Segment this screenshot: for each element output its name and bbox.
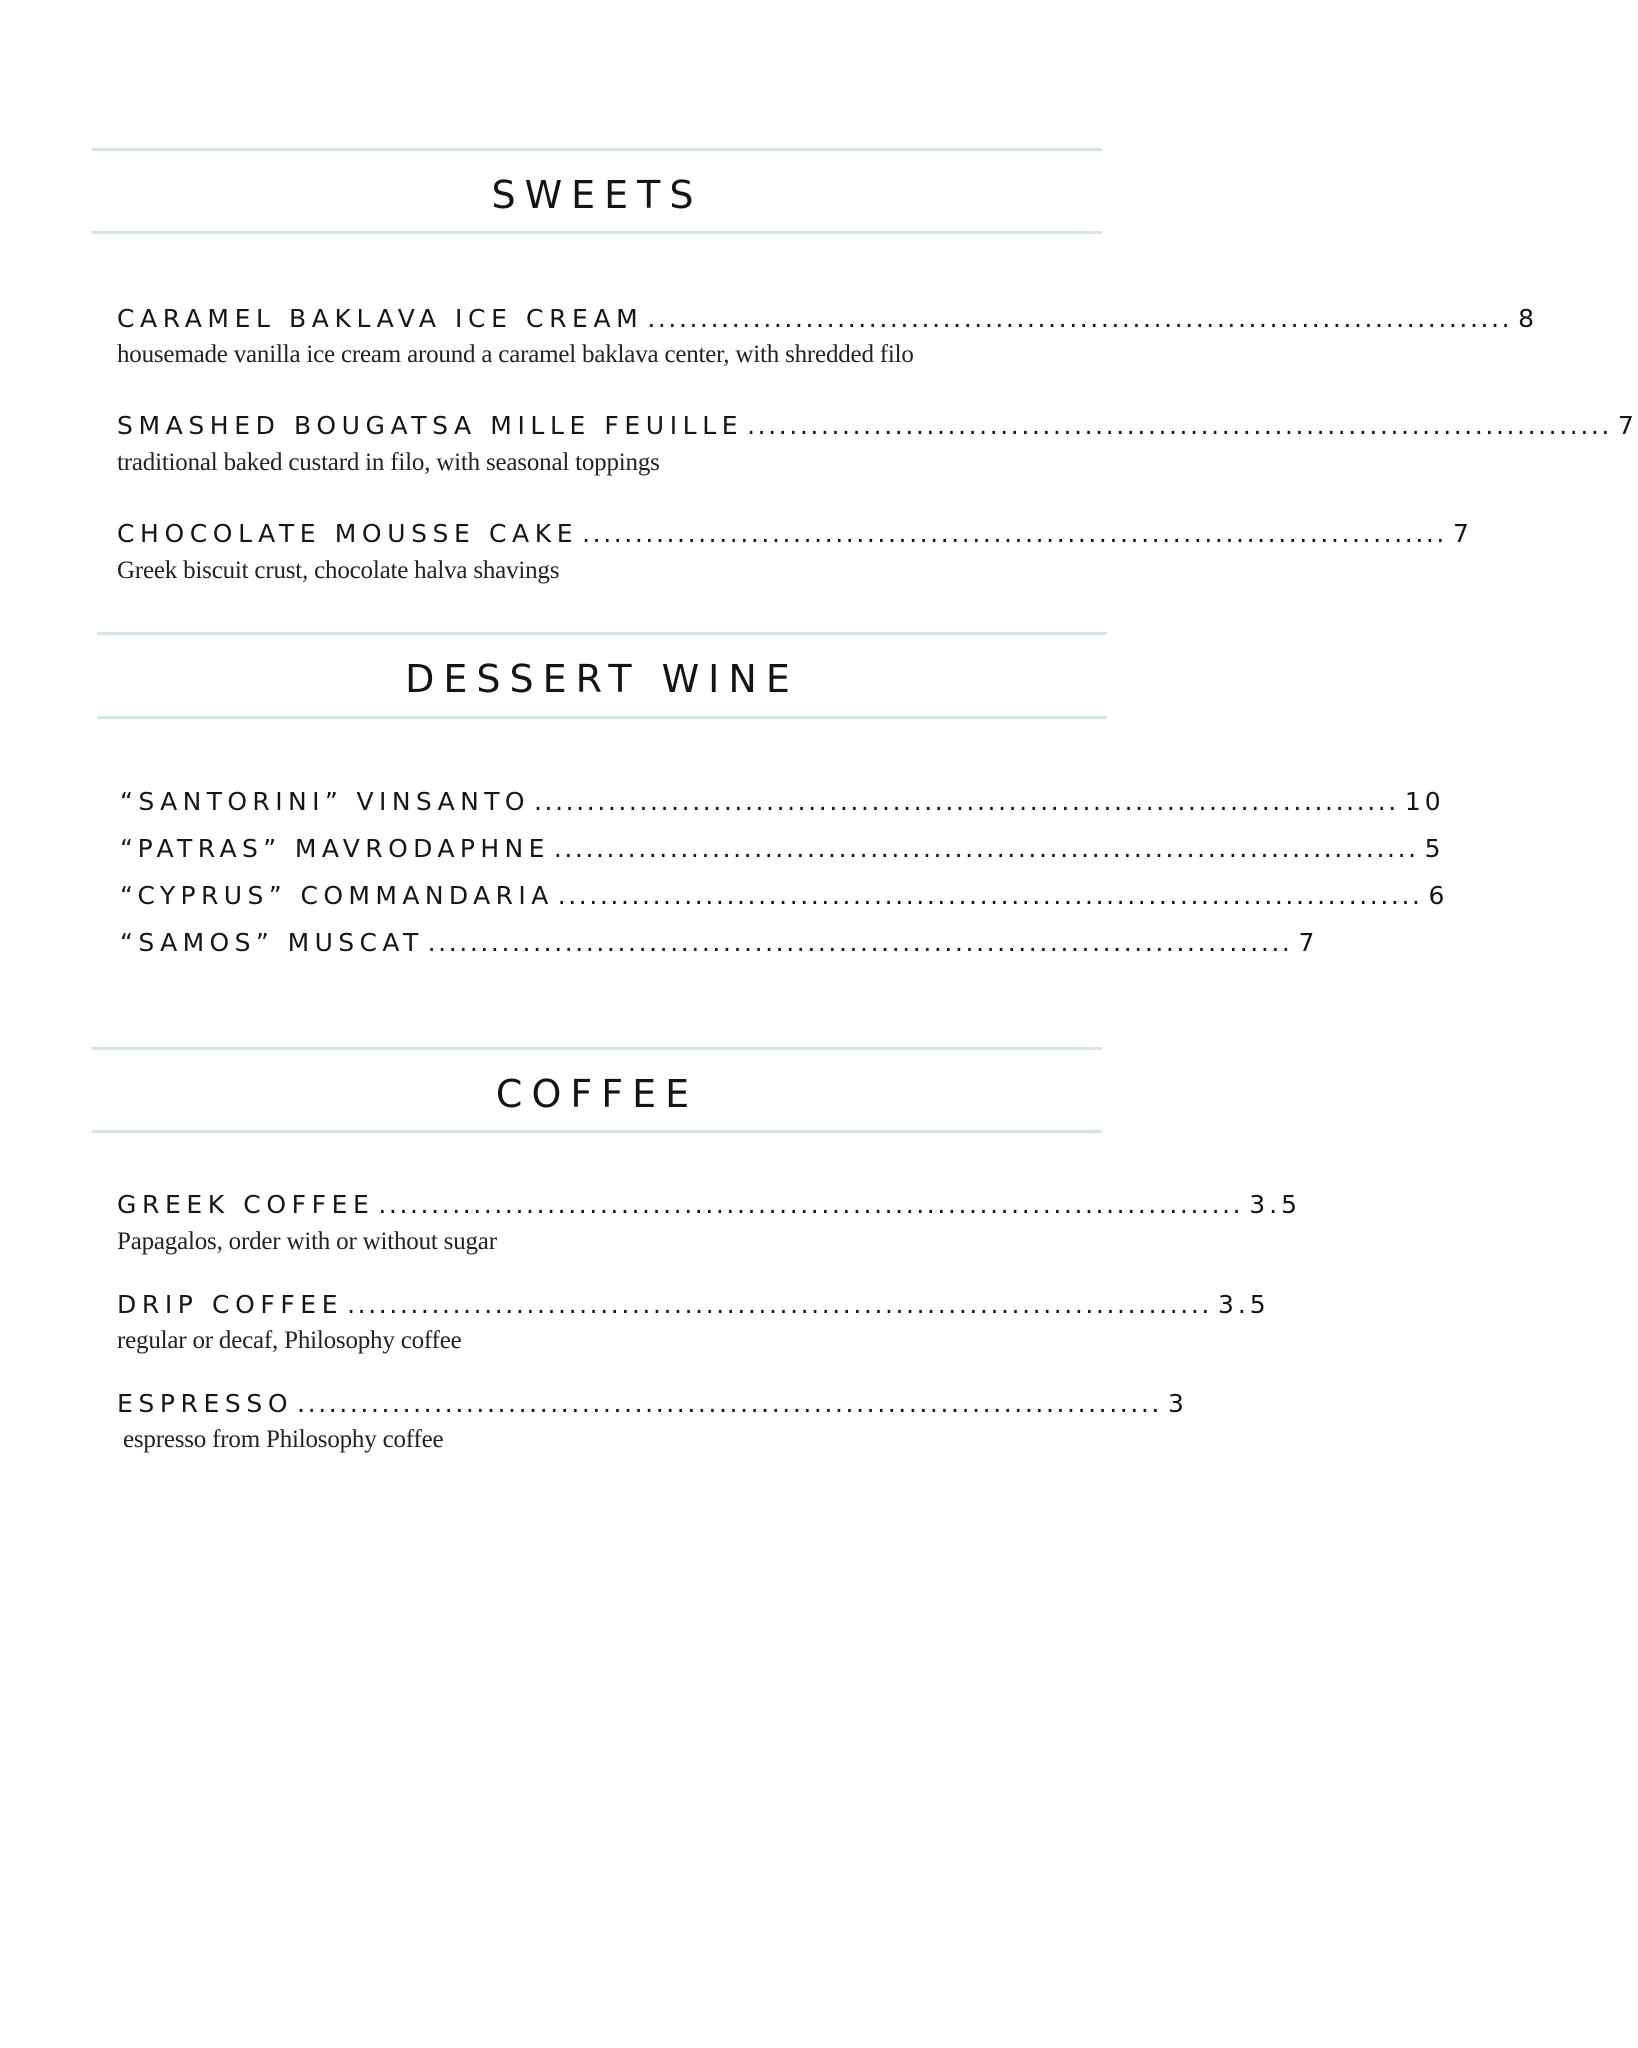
wine-item-samos-muscat: [120, 928, 1319, 957]
dessert-wine-bottom-rule: [97, 716, 1107, 719]
menu-item-caramel-baklava-ice-cream: [117, 304, 1539, 333]
item-description: espresso from Philosophy coffee: [123, 1426, 444, 1453]
item-name: CARAMEL BAKLAVA ICE CREAM: [117, 304, 644, 333]
dessert-wine-title: DESSERT WINE: [405, 657, 799, 701]
menu-item-drip-coffee: [117, 1290, 1270, 1319]
item-description: Papagalos, order with or without sugar: [117, 1228, 497, 1255]
item-price: 3: [1167, 1389, 1188, 1418]
item-name: CHOCOLATE MOUSSE CAKE: [117, 519, 579, 548]
sweets-title: SWEETS: [491, 173, 703, 217]
item-name: DRIP COFFEE: [117, 1290, 344, 1319]
sweets-top-rule: [92, 148, 1102, 151]
coffee-bottom-rule: [92, 1130, 1102, 1133]
item-name: “SAMOS” MUSCAT: [120, 928, 424, 957]
item-description: housemade vanilla ice cream around a caramel baklava center, with shredded filo: [117, 341, 914, 368]
item-price: 7: [1452, 519, 1473, 548]
dot-leader: ..................................................................................: [427, 928, 1293, 957]
dot-leader: ..................................................................................: [297, 1389, 1162, 1418]
menu-item-greek-coffee: [117, 1190, 1301, 1219]
item-price: 6: [1428, 881, 1449, 910]
wine-item-cyprus-commandaria: [120, 881, 1449, 910]
menu-item-espresso: [117, 1389, 1188, 1418]
dot-leader: ..................................................................................: [347, 1290, 1212, 1319]
dot-leader: ..................................................................................: [378, 1190, 1244, 1219]
item-price: 3.5: [1217, 1290, 1270, 1319]
coffee-top-rule: [92, 1047, 1102, 1050]
item-name: “SANTORINI” VINSANTO: [120, 787, 531, 816]
item-name: SMASHED BOUGATSA MILLE FEUILLE: [117, 411, 744, 440]
item-name: “CYPRUS” COMMANDARIA: [120, 881, 554, 910]
dot-leader: ..................................................................................: [553, 834, 1419, 863]
item-price: 7: [1617, 411, 1638, 440]
wine-item-patras-mavrodaphne: [120, 834, 1445, 863]
menu-item-smashed-bougatsa: [117, 411, 1638, 440]
item-price: 7: [1298, 928, 1319, 957]
item-price: 10: [1404, 787, 1445, 816]
dot-leader: ..................................................................................: [557, 881, 1423, 910]
item-description: regular or decaf, Philosophy coffee: [117, 1327, 462, 1354]
item-description: traditional baked custard in filo, with seasonal toppings: [117, 449, 660, 476]
item-description: Greek biscuit crust, chocolate halva shavings: [117, 557, 560, 584]
sweets-bottom-rule: [92, 231, 1102, 234]
menu-item-chocolate-mousse-cake: [117, 519, 1473, 548]
dot-leader: ..................................................................................: [582, 519, 1447, 548]
item-name: “PATRAS” MAVRODAPHNE: [120, 834, 550, 863]
item-name: ESPRESSO: [117, 1389, 294, 1418]
dot-leader: ..................................................................................: [747, 411, 1612, 440]
item-price: 3.5: [1249, 1190, 1301, 1219]
item-price: 8: [1518, 304, 1539, 333]
coffee-title: COFFEE: [495, 1072, 699, 1116]
dot-leader: ..................................................................................: [647, 304, 1513, 333]
wine-item-santorini-vinsanto: [120, 787, 1445, 816]
dessert-wine-top-rule: [97, 632, 1107, 635]
item-name: GREEK COFFEE: [117, 1190, 375, 1219]
dot-leader: ..................................................................................: [534, 787, 1399, 816]
item-price: 5: [1424, 834, 1445, 863]
